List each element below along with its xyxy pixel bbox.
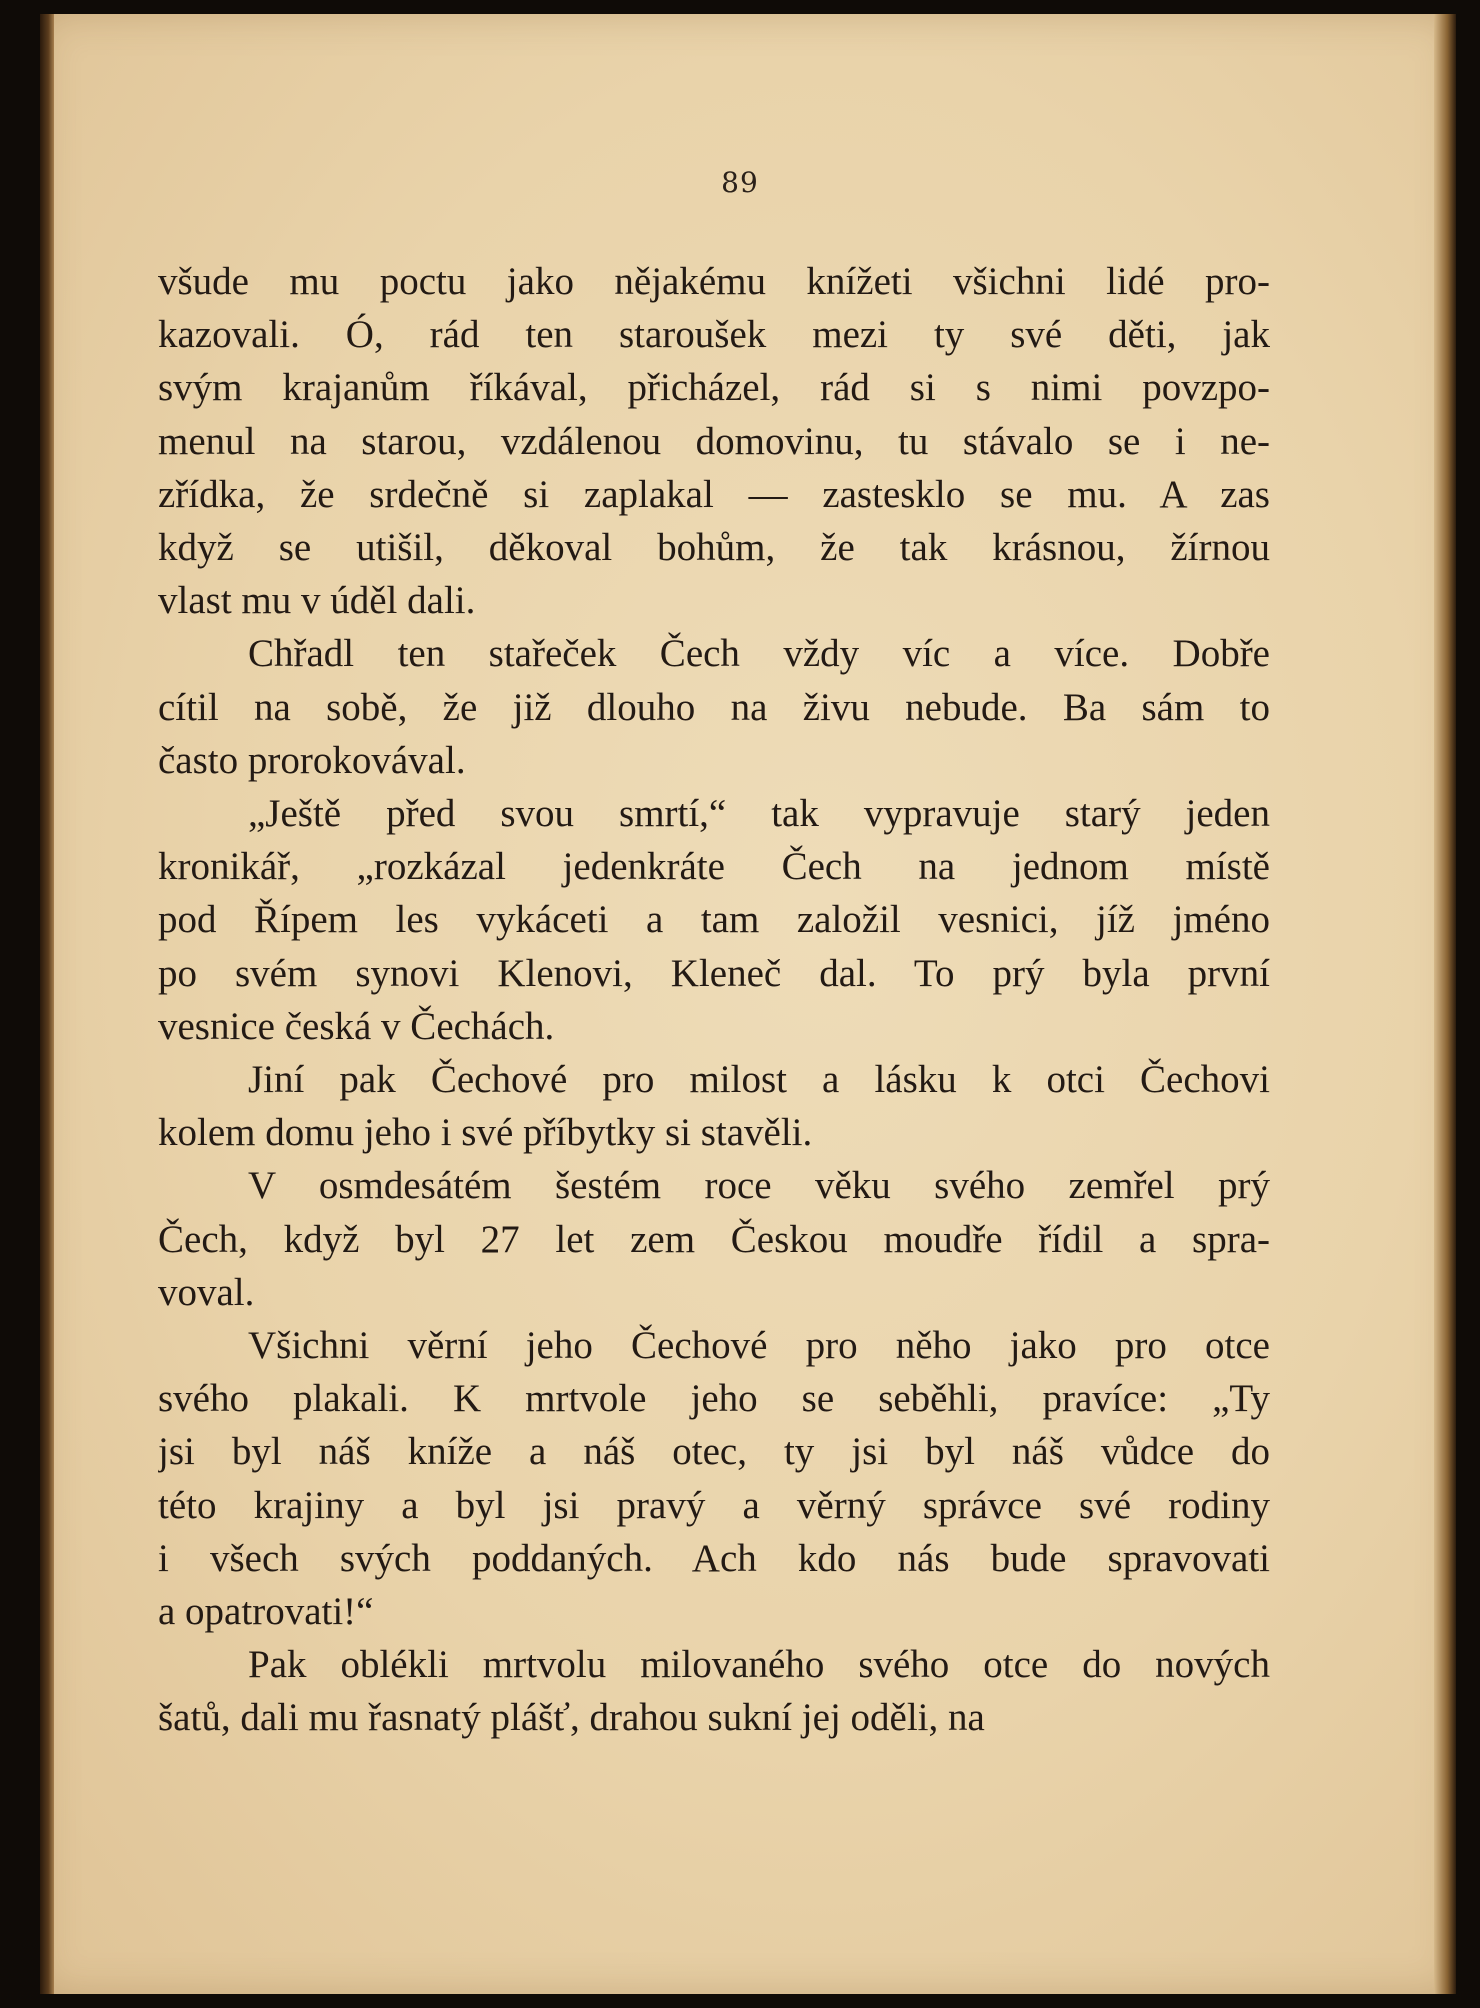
paragraph: [158, 255, 1270, 627]
text-line: svým krajanům říkával, přicházel, rád si s nimi povzpo-: [158, 366, 1270, 410]
text-line: kazovali. Ó, rád ten staroušek mezi ty své děti, jak: [158, 313, 1270, 357]
text-line: když se utišil, děkoval bohům, že tak krásnou, žírnou: [158, 526, 1270, 570]
text-line: vesnice česká v Čechách.: [158, 1004, 555, 1048]
paragraph: [158, 1159, 1270, 1319]
text-line: jsi byl náš kníže a náš otec, ty jsi byl náš vůdce do: [158, 1430, 1270, 1474]
text-line: Jiní pak Čechové pro milost a lásku k otci Čechovi: [248, 1058, 1270, 1102]
text-line: často prorokovával.: [158, 738, 466, 782]
text-line: po svém synovi Klenovi, Kleneč dal. To prý byla první: [158, 951, 1270, 995]
text-line: voval.: [158, 1270, 255, 1314]
page-edge-shadow: [1434, 14, 1456, 1994]
text-line: a opatrovati!“: [158, 1590, 374, 1634]
text-line: i všech svých poddaných. Ach kdo nás bude spravovati: [158, 1536, 1270, 1580]
body-text: [158, 255, 1270, 1745]
text-line: V osmdesátém šestém roce věku svého zemřel prý: [248, 1164, 1270, 1208]
text-line: Všichni věrní jeho Čechové pro něho jako pro otce: [248, 1324, 1270, 1368]
text-line: této krajiny a byl jsi pravý a věrný správce své rodiny: [158, 1483, 1270, 1527]
text-line: svého plakali. K mrtvole jeho se seběhli, pravíce: „Ty: [158, 1377, 1270, 1421]
text-line: „Ještě před svou smrtí,“ tak vypravuje starý jeden: [248, 792, 1270, 836]
paragraph: [158, 1319, 1270, 1638]
paragraph: [158, 1053, 1270, 1159]
paragraph: [158, 1638, 1270, 1744]
paragraph: [158, 627, 1270, 787]
text-line: vlast mu v úděl dali.: [158, 579, 476, 623]
text-line: menul na starou, vzdálenou domovinu, tu stávalo se i ne-: [158, 419, 1270, 463]
text-line: šatů, dali mu řasnatý plášť, drahou sukní jej oděli, na: [158, 1696, 985, 1740]
text-line: pod Řípem les vykáceti a tam založil vesnici, jíž jméno: [158, 898, 1270, 942]
text-line: kronikář, „rozkázal jedenkráte Čech na jednom místě: [158, 845, 1270, 889]
text-line: Chřadl ten stařeček Čech vždy víc a více. Dobře: [248, 632, 1270, 676]
paragraph: [158, 787, 1270, 1053]
text-line: kolem domu jeho i své příbytky si stavěli.: [158, 1111, 813, 1155]
page-number: 89: [721, 166, 759, 199]
text-line: zřídka, že srdečně si zaplakal — zastesklo se mu. A zas: [158, 472, 1270, 516]
text-line: všude mu poctu jako nějakému knížeti všichni lidé pro-: [158, 260, 1270, 303]
text-line: Pak oblékli mrtvolu milovaného svého otce do nových: [248, 1643, 1270, 1687]
text-line: Čech, když byl 27 let zem Českou moudře řídil a spra-: [158, 1217, 1270, 1261]
book-spine-shadow: [40, 14, 54, 1994]
text-line: cítil na sobě, že již dlouho na živu nebude. Ba sám to: [158, 685, 1270, 729]
